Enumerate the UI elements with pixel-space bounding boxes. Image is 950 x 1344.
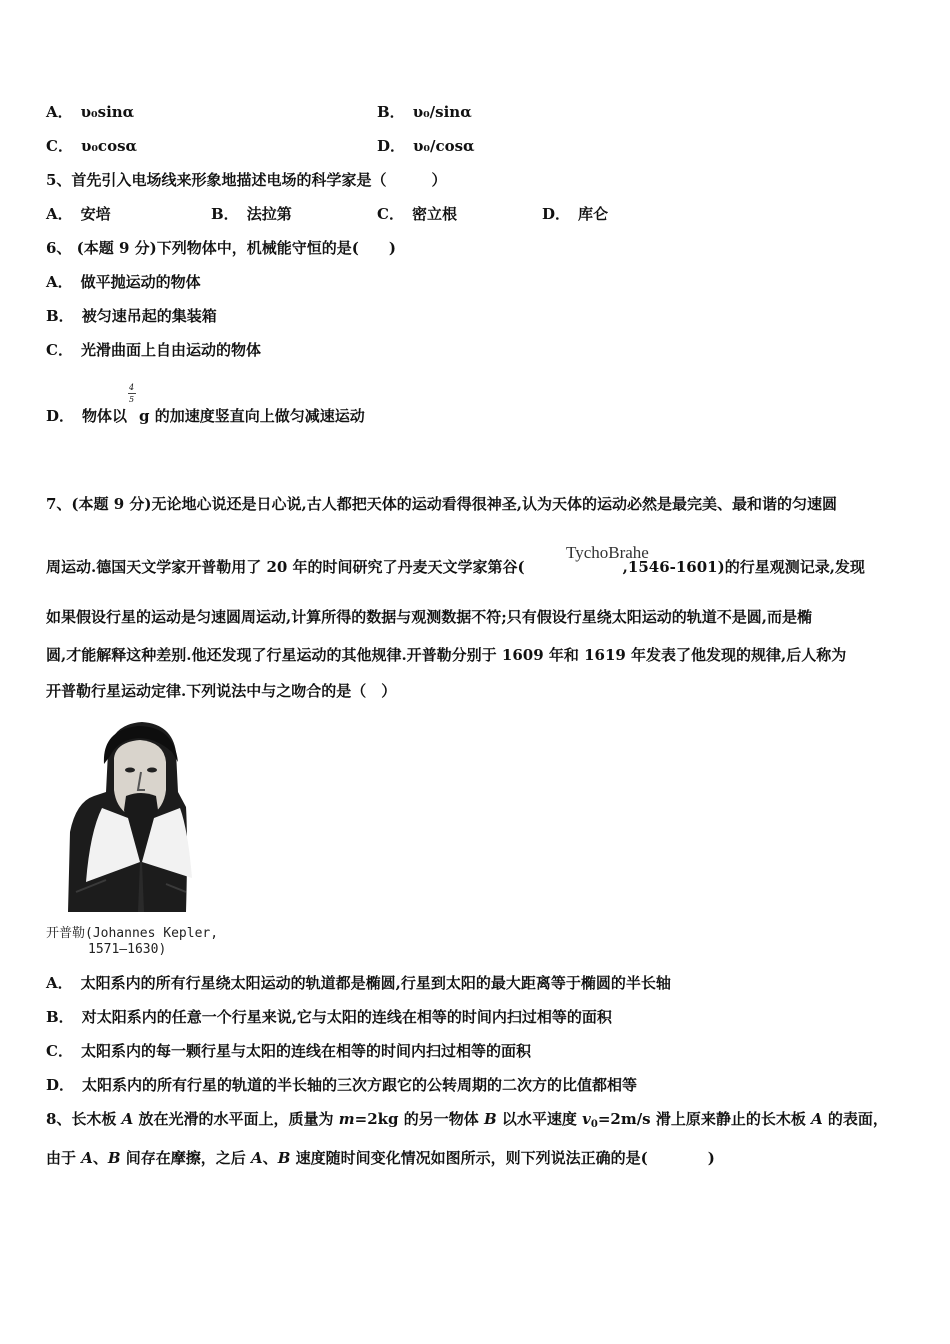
option-text-tail: g 的加速度竖直向上做匀减速运动 xyxy=(139,407,365,425)
tycho-brahe-name: TychoBrahe xyxy=(566,543,649,562)
kepler-portrait-figure xyxy=(46,712,219,962)
option-text: υ₀/sinα xyxy=(412,103,472,121)
q7-stem-line2-a: 周运动.德国天文学家开普勒用了 20 年的时间研究了丹麦天文学家第谷( xyxy=(46,558,525,576)
option-label: D． xyxy=(542,205,571,223)
option-label: C． xyxy=(46,1042,73,1060)
q7-stem-line4: 圆,才能解释这种差别.他还发现了行星运动的其他规律.开普勒分别于 1609 年和 1619 年发表了他发现的规律,后人称为 xyxy=(46,646,847,664)
q8-text: 以水平速度 xyxy=(496,1110,583,1128)
option-label: A． xyxy=(46,974,73,992)
portrait-caption-years: 1571—1630) xyxy=(88,942,167,957)
var-b: B xyxy=(277,1149,291,1167)
q4-option-c xyxy=(46,136,137,156)
option-label: C． xyxy=(377,205,404,223)
option-text: υ₀cosα xyxy=(80,137,138,155)
q8-text: 8、长木板 xyxy=(46,1110,122,1128)
option-text: 做平抛运动的物体 xyxy=(80,273,201,291)
option-label: B． xyxy=(211,205,239,223)
q8-text: 由于 xyxy=(46,1149,82,1167)
kepler-portrait-image xyxy=(46,712,212,922)
var-b: B xyxy=(483,1110,497,1128)
var-v: v xyxy=(582,1110,591,1128)
q6-option-a xyxy=(46,272,201,292)
q8-text: 、 xyxy=(92,1149,108,1167)
option-text: 对太阳系内的任意一个行星来说,它与太阳的连线在相等的时间内扫过相等的面积 xyxy=(81,1008,612,1026)
option-text: 太阳系内的每一颗行星与太阳的连线在相等的时间内扫过相等的面积 xyxy=(80,1042,531,1060)
option-text: υ₀/cosα xyxy=(413,137,475,155)
option-text: 被匀速吊起的集装箱 xyxy=(81,307,217,325)
q7-option-d xyxy=(46,1075,637,1095)
q7-stem-line2 xyxy=(46,557,865,577)
option-label: C． xyxy=(46,137,73,155)
q8-text: 、 xyxy=(262,1149,278,1167)
q8-text: =2kg 的另一物体 xyxy=(354,1110,484,1128)
fraction-four-fifths xyxy=(128,383,138,427)
option-text: 太阳系内的所有行星绕太阳运动的轨道都是椭圆,行星到太阳的最大距离等于椭圆的半长轴 xyxy=(80,974,671,992)
q8-text: 放在光滑的水平面上，质量为 xyxy=(133,1110,339,1128)
q4-option-a xyxy=(46,102,134,122)
option-label: D． xyxy=(46,1076,75,1094)
var-v-subscript: 0 xyxy=(590,1119,598,1130)
option-label: A． xyxy=(46,103,73,121)
q6-option-d xyxy=(46,383,365,427)
option-text: 太阳系内的所有行星的轨道的半长轴的三次方跟它的公转周期的二次方的比值都相等 xyxy=(82,1076,638,1094)
q8-text: 速度随时间变化情况如图所示，则下列说法正确的是( ) xyxy=(290,1149,715,1167)
var-a: A xyxy=(811,1110,823,1128)
q6-option-c xyxy=(46,340,261,360)
option-label: C． xyxy=(46,341,73,359)
option-label: A． xyxy=(46,205,73,223)
q5-option-b xyxy=(211,204,292,224)
q7-option-a xyxy=(46,973,671,993)
var-b: B xyxy=(107,1149,121,1167)
option-text: 安培 xyxy=(80,205,111,223)
q8-text: 的表面， xyxy=(822,1110,888,1128)
option-text: 物体以 xyxy=(82,407,128,425)
q7-stem-line3: 如果假设行星的运动是匀速圆周运动,计算所得的数据与观测数据不符;只有假设行星绕太阳运动的轨道不是圆,而是椭 xyxy=(46,608,812,626)
option-label: B． xyxy=(46,1008,74,1026)
option-label: B． xyxy=(377,103,405,121)
q5-option-c xyxy=(377,204,457,224)
fraction-numerator: 4 xyxy=(129,383,135,392)
q7-stem-line2-b: ,1546-1601)的行星观测记录,发现 xyxy=(622,558,865,576)
q7-stem-line1: 7、(本题 9 分)无论地心说还是日心说,古人都把天体的运动看得很神圣,认为天体的运动必然是最完美、最和谐的匀速圆 xyxy=(46,495,837,513)
q5-stem: 5、首先引入电场线来形象地描述电场的科学家是（ ） xyxy=(46,171,447,189)
q8-text: 间存在摩擦，之后 xyxy=(120,1149,252,1167)
q5-option-a xyxy=(46,204,111,224)
option-text: 库仑 xyxy=(578,205,609,223)
var-a: A xyxy=(251,1149,263,1167)
q5-option-d xyxy=(542,204,608,224)
q4-option-d xyxy=(377,136,475,156)
q4-option-b xyxy=(377,102,472,122)
q8-text: =2m/s 滑上原来静止的长木板 xyxy=(597,1110,812,1128)
fraction-denominator: 5 xyxy=(129,395,135,404)
option-text: 光滑曲面上自由运动的物体 xyxy=(80,341,261,359)
fraction-bar xyxy=(128,393,136,394)
option-label: D． xyxy=(46,407,75,425)
option-label: B． xyxy=(46,307,74,325)
q6-stem: 6、 (本题 9 分)下列物体中，机械能守恒的是( ) xyxy=(46,239,396,257)
q8-stem-line2 xyxy=(46,1148,715,1168)
q6-option-b xyxy=(46,306,217,326)
portrait-caption-name: 开普勒(Johannes Kepler, xyxy=(46,926,219,941)
var-a: A xyxy=(121,1110,134,1128)
option-label: A． xyxy=(46,273,73,291)
q7-option-b xyxy=(46,1007,612,1027)
var-m: m xyxy=(338,1110,355,1128)
q8-stem-line1 xyxy=(46,1109,888,1129)
option-text: 密立根 xyxy=(411,205,457,223)
option-text: 法拉第 xyxy=(246,205,292,223)
option-text: υ₀sinα xyxy=(80,103,135,121)
q7-stem-line5: 开普勒行星运动定律.下列说法中与之吻合的是（ ） xyxy=(46,682,397,700)
option-label: D． xyxy=(377,137,406,155)
var-a: A xyxy=(81,1149,93,1167)
q7-option-c xyxy=(46,1041,531,1061)
